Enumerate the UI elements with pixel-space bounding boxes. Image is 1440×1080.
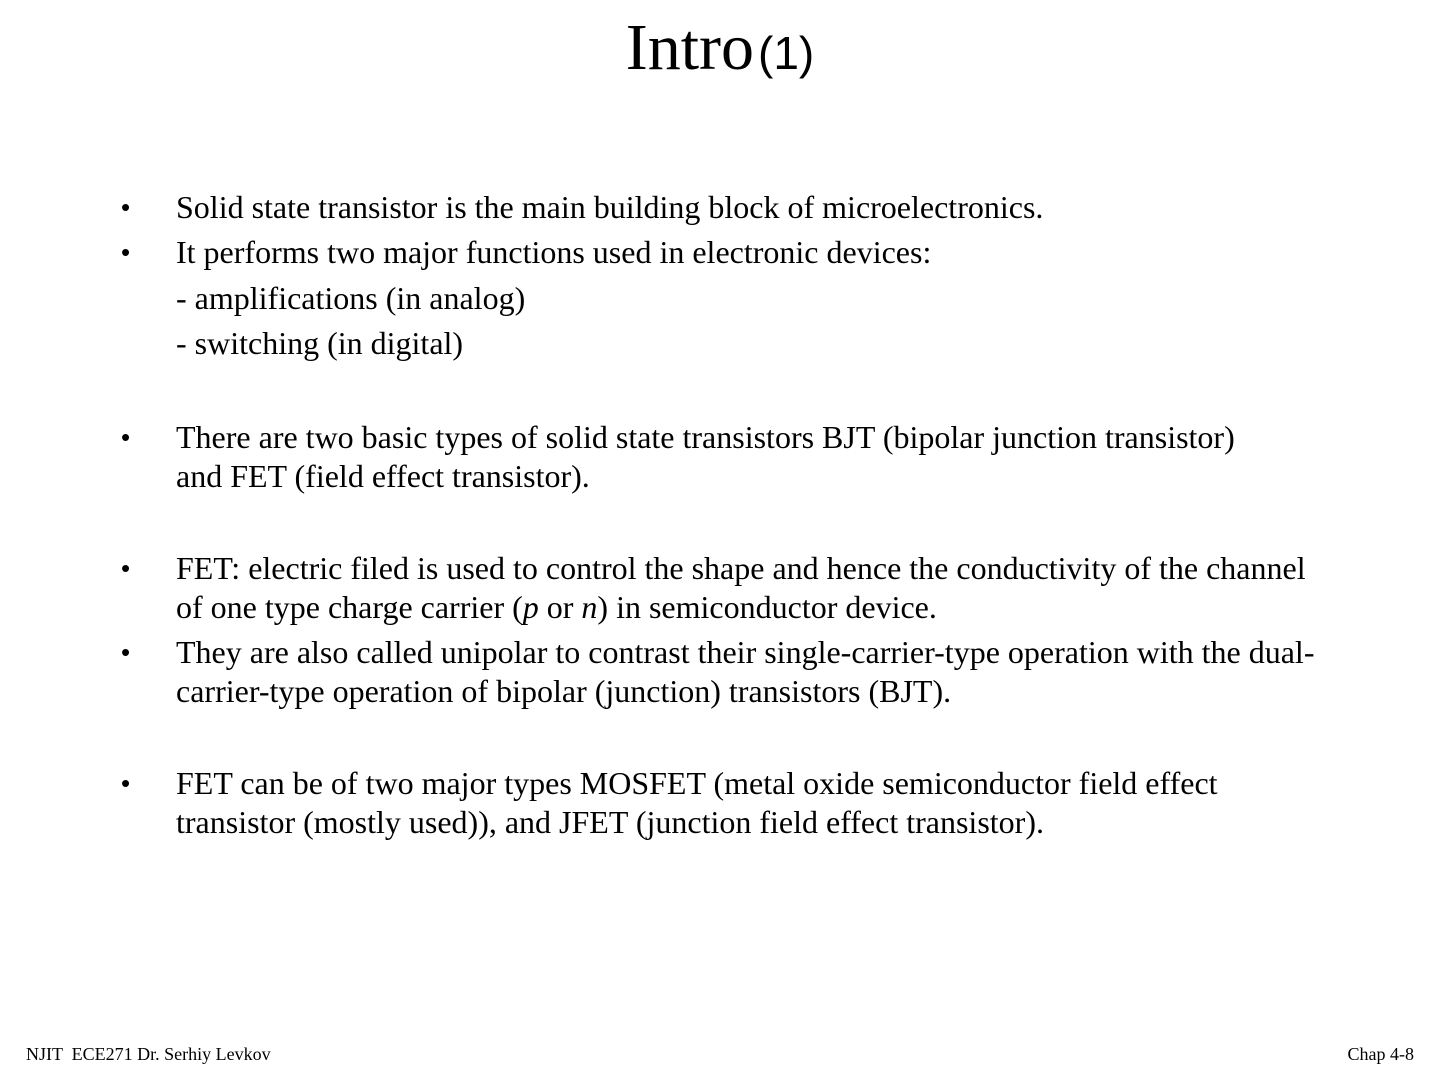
bullet-text: FET can be of two major types MOSFET (metal oxide semiconductor field effect transistor (mostly used)), and JFET (junction field effect transistor). — [176, 765, 1218, 840]
footer-page-number: Chap 4-8 — [1347, 1044, 1414, 1064]
bullet-text-part: FET: electric filed is used to control the shape and hence the conductivity of the channel of one type charge carrier ( — [176, 550, 1306, 625]
bullet-text — [176, 549, 1306, 627]
slide-title — [0, 8, 1440, 105]
bullet-text: It performs two major functions used in electronic devices: — [176, 234, 932, 270]
title-text: Intro — [625, 11, 755, 84]
bullet-text: Solid state transistor is the main building block of microelectronics. — [176, 189, 1044, 225]
carrier-p-label: p — [522, 589, 539, 625]
sub-item-text: - amplifications (in analog) — [176, 280, 526, 316]
bullet-icon: • — [121, 553, 131, 583]
bullet-icon: • — [121, 237, 131, 267]
bullet-icon: • — [121, 768, 131, 798]
bullet-text: They are also called unipolar to contrast their single-carrier-type operation with the dual-carrier-type operation of bipolar (junction) transistors (BJT). — [176, 634, 1315, 709]
bullet-icon: • — [121, 637, 131, 667]
title-number: (1) — [758, 27, 815, 79]
sub-item-text: - switching (in digital) — [176, 325, 464, 361]
bullet-icon: • — [121, 192, 131, 222]
bullet-text: There are two basic types of solid state transistors BJT (bipolar junction transistor) and FET (field effect transistor). — [176, 419, 1235, 494]
bullet-text-part: or — [538, 589, 582, 625]
bullet-icon: • — [121, 422, 131, 452]
footer-course-info: NJIT ECE271 Dr. Serhiy Levkov — [26, 1044, 271, 1064]
carrier-n-label: n — [581, 589, 598, 625]
bullet-text-part: ) in semiconductor device. — [597, 589, 937, 625]
